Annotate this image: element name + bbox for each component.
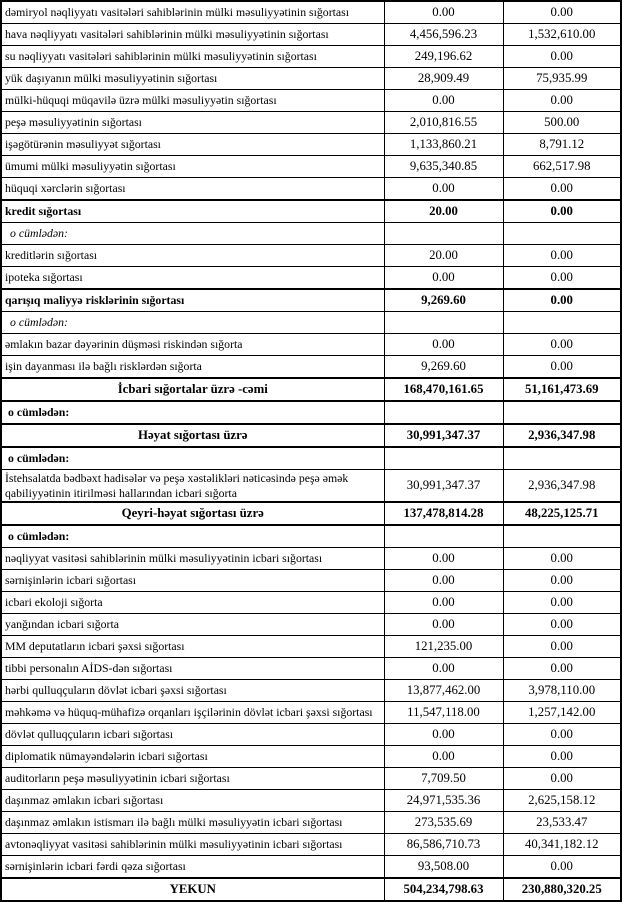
row-value-2: 662,517.98: [503, 156, 621, 178]
table-row: [1, 636, 621, 658]
row-value-1: 0.00: [384, 570, 503, 592]
row-label: qarışıq maliyyə risklərinin sığortası: [1, 289, 384, 312]
row-label: ümumi mülki məsuliyyətin sığortası: [1, 156, 384, 178]
row-value-2: 0.00: [503, 356, 621, 379]
table-row: [1, 46, 621, 68]
row-value-1: 86,586,710.73: [384, 834, 503, 856]
row-value-2: 0.00: [503, 334, 621, 356]
row-label: avtonəqliyyat vasitəsi sahiblərinin mülki məsuliyyətinin icbari sığortası: [1, 834, 384, 856]
table-row: [1, 378, 621, 401]
row-value-1: 1,133,860.21: [384, 134, 503, 156]
row-value-2: 1,257,142.00: [503, 702, 621, 724]
row-value-2: 500.00: [503, 112, 621, 134]
table-row: [1, 878, 621, 901]
row-value-2: 230,880,320.25: [503, 878, 621, 901]
row-value-1: 0.00: [384, 658, 503, 680]
row-value-1: 121,235.00: [384, 636, 503, 658]
row-label: YEKUN: [1, 878, 384, 901]
table-row: [1, 525, 621, 548]
row-value-2: 0.00: [503, 724, 621, 746]
row-label: auditorların peşə məsuliyyətinin icbari sığortası: [1, 768, 384, 790]
table-row: [1, 200, 621, 223]
table-row: [1, 812, 621, 834]
row-label: nəqliyyat vasitəsi sahiblərinin mülki məsuliyyətinin icbari sığortası: [1, 548, 384, 570]
row-value-1: 0.00: [384, 90, 503, 112]
row-label: tibbi personalın AİDS-dən sığortası: [1, 658, 384, 680]
row-label: işin dayanması ilə bağlı risklərdən sığorta: [1, 356, 384, 379]
table-row: [1, 502, 621, 525]
row-label: icbari ekoloji sığorta: [1, 592, 384, 614]
row-label: o cümlədən:: [1, 525, 384, 548]
row-value-2: 0.00: [503, 245, 621, 267]
row-value-1: 168,470,161.65: [384, 378, 503, 401]
table-row: [1, 658, 621, 680]
row-value-2: 0.00: [503, 178, 621, 201]
row-value-2: 8,791.12: [503, 134, 621, 156]
row-value-2: 40,341,182.12: [503, 834, 621, 856]
row-label: işəgötürənin məsuliyyət sığortası: [1, 134, 384, 156]
table-row: [1, 592, 621, 614]
row-value-1: 28,909.49: [384, 68, 503, 90]
row-value-2: 0.00: [503, 267, 621, 290]
row-value-1: 11,547,118.00: [384, 702, 503, 724]
row-value-1: 24,971,535.36: [384, 790, 503, 812]
row-label: hərbi qulluqçuların dövlət icbari şəxsi sığortası: [1, 680, 384, 702]
table-row: [1, 267, 621, 290]
table-row: [1, 746, 621, 768]
table-row: [1, 156, 621, 178]
row-value-2: 0.00: [503, 614, 621, 636]
row-value-2: [503, 525, 621, 548]
row-label: hüquqi xərclərin sığortası: [1, 178, 384, 201]
row-value-2: 0.00: [503, 658, 621, 680]
row-value-2: 75,935.99: [503, 68, 621, 90]
table-row: [1, 724, 621, 746]
row-value-2: 0.00: [503, 90, 621, 112]
row-label: o cümlədən:: [1, 312, 384, 334]
row-value-2: [503, 223, 621, 245]
row-value-2: 0.00: [503, 548, 621, 570]
row-value-2: [503, 447, 621, 470]
row-label: İstehsalatda bədbəxt hadisələr və peşə xəstəlikləri nəticəsində peşə əmək qabiliyyətinin itirilməsi hallarından icbari sığorta: [1, 470, 384, 503]
row-value-2: 0.00: [503, 200, 621, 223]
row-value-1: 4,456,596.23: [384, 24, 503, 46]
row-label: kreditlərin sığortası: [1, 245, 384, 267]
table-row: [1, 245, 621, 267]
row-value-1: 2,010,816.55: [384, 112, 503, 134]
row-label: daşınmaz əmlakın icbari sığortası: [1, 790, 384, 812]
row-value-1: 9,269.60: [384, 289, 503, 312]
table-row: [1, 548, 621, 570]
row-label: sərnişinlərin icbari sığortası: [1, 570, 384, 592]
row-label: mülki-hüquqi müqavilə üzrə mülki məsuliyyətin sığortası: [1, 90, 384, 112]
row-value-2: 51,161,473.69: [503, 378, 621, 401]
row-value-1: 273,535.69: [384, 812, 503, 834]
row-value-1: 0.00: [384, 178, 503, 201]
table-row: [1, 312, 621, 334]
row-value-2: 1,532,610.00: [503, 24, 621, 46]
row-label: kredit sığortası: [1, 200, 384, 223]
table-row: [1, 856, 621, 879]
table-row: [1, 178, 621, 201]
row-value-1: [384, 223, 503, 245]
row-label: Qeyri-həyat sığortası üzrə: [1, 502, 384, 525]
row-value-2: 48,225,125.71: [503, 502, 621, 525]
row-value-1: 0.00: [384, 592, 503, 614]
row-value-1: 30,991,347.37: [384, 424, 503, 447]
row-label: peşə məsuliyyətinin sığortası: [1, 112, 384, 134]
row-value-1: [384, 401, 503, 424]
table-row: [1, 90, 621, 112]
insurance-table-body: [1, 1, 621, 901]
row-label: sərnişinlərin icbari fərdi qəza sığortası: [1, 856, 384, 879]
row-value-1: 30,991,347.37: [384, 470, 503, 503]
row-value-2: [503, 401, 621, 424]
table-row: [1, 1, 621, 24]
row-label: hava nəqliyyatı vasitələri sahiblərinin mülki məsuliyyətinin sığortası: [1, 24, 384, 46]
table-row: [1, 614, 621, 636]
table-row: [1, 68, 621, 90]
table-row: [1, 470, 621, 503]
table-row: [1, 401, 621, 424]
row-label: ipoteka sığortası: [1, 267, 384, 290]
row-value-2: 0.00: [503, 856, 621, 879]
table-row: [1, 790, 621, 812]
row-value-2: 0.00: [503, 746, 621, 768]
row-label: İcbari sığortalar üzrə -cəmi: [1, 378, 384, 401]
table-row: [1, 112, 621, 134]
table-row: [1, 768, 621, 790]
table-row: [1, 134, 621, 156]
row-value-1: 137,478,814.28: [384, 502, 503, 525]
row-value-1: [384, 447, 503, 470]
row-value-1: 0.00: [384, 548, 503, 570]
row-value-1: 0.00: [384, 267, 503, 290]
row-value-2: 2,936,347.98: [503, 424, 621, 447]
row-value-1: 20.00: [384, 200, 503, 223]
table-row: [1, 356, 621, 379]
row-value-1: 20.00: [384, 245, 503, 267]
row-value-2: 2,625,158.12: [503, 790, 621, 812]
row-value-2: 0.00: [503, 289, 621, 312]
row-value-2: [503, 312, 621, 334]
row-label: dəmiryol nəqliyyatı vasitələri sahiblərinin mülki məsuliyyətinin sığortası: [1, 1, 384, 24]
row-value-2: 0.00: [503, 46, 621, 68]
row-label: daşınmaz əmlakın istismarı ilə bağlı mülki məsuliyyətin icbari sığortası: [1, 812, 384, 834]
row-label: məhkəmə və hüquq-mühafizə orqanları işçilərinin dövlət icbari şəxsi sığortası: [1, 702, 384, 724]
table-row: [1, 680, 621, 702]
row-value-2: 0.00: [503, 636, 621, 658]
row-value-1: 0.00: [384, 724, 503, 746]
row-value-1: 0.00: [384, 1, 503, 24]
row-value-1: 13,877,462.00: [384, 680, 503, 702]
row-label: o cümlədən:: [1, 447, 384, 470]
table-row: [1, 24, 621, 46]
row-label: dövlət qulluqçuların icbari sığortası: [1, 724, 384, 746]
row-value-1: 504,234,798.63: [384, 878, 503, 901]
table-row: [1, 223, 621, 245]
table-row: [1, 570, 621, 592]
row-value-1: [384, 312, 503, 334]
row-value-2: 0.00: [503, 1, 621, 24]
row-value-1: 7,709.50: [384, 768, 503, 790]
row-label: diplomatik nümayəndələrin icbari sığortası: [1, 746, 384, 768]
row-label: yük daşıyanın mülki məsuliyyətinin sığortası: [1, 68, 384, 90]
row-value-1: [384, 525, 503, 548]
row-label: MM deputatların icbari şəxsi sığortası: [1, 636, 384, 658]
row-value-1: 0.00: [384, 334, 503, 356]
row-value-2: 0.00: [503, 768, 621, 790]
row-value-2: 3,978,110.00: [503, 680, 621, 702]
table-row: [1, 289, 621, 312]
row-label: o cümlədən:: [1, 401, 384, 424]
table-row: [1, 334, 621, 356]
row-value-2: 0.00: [503, 570, 621, 592]
row-label: Həyat sığortası üzrə: [1, 424, 384, 447]
row-value-1: 9,269.60: [384, 356, 503, 379]
row-label: su nəqliyyatı vasitələri sahiblərinin mülki məsuliyyətinin sığortası: [1, 46, 384, 68]
table-row: [1, 702, 621, 724]
row-value-1: 0.00: [384, 614, 503, 636]
table-row: [1, 834, 621, 856]
row-value-1: 9,635,340.85: [384, 156, 503, 178]
row-label: o cümlədən:: [1, 223, 384, 245]
row-value-1: 93,508.00: [384, 856, 503, 879]
row-value-1: 0.00: [384, 746, 503, 768]
table-row: [1, 424, 621, 447]
row-label: yanğından icbari sığorta: [1, 614, 384, 636]
table-row: [1, 447, 621, 470]
row-value-2: 2,936,347.98: [503, 470, 621, 503]
row-value-2: 0.00: [503, 592, 621, 614]
row-label: əmlakın bazar dəyərinin düşməsi riskindən sığorta: [1, 334, 384, 356]
row-value-2: 23,533.47: [503, 812, 621, 834]
row-value-1: 249,196.62: [384, 46, 503, 68]
